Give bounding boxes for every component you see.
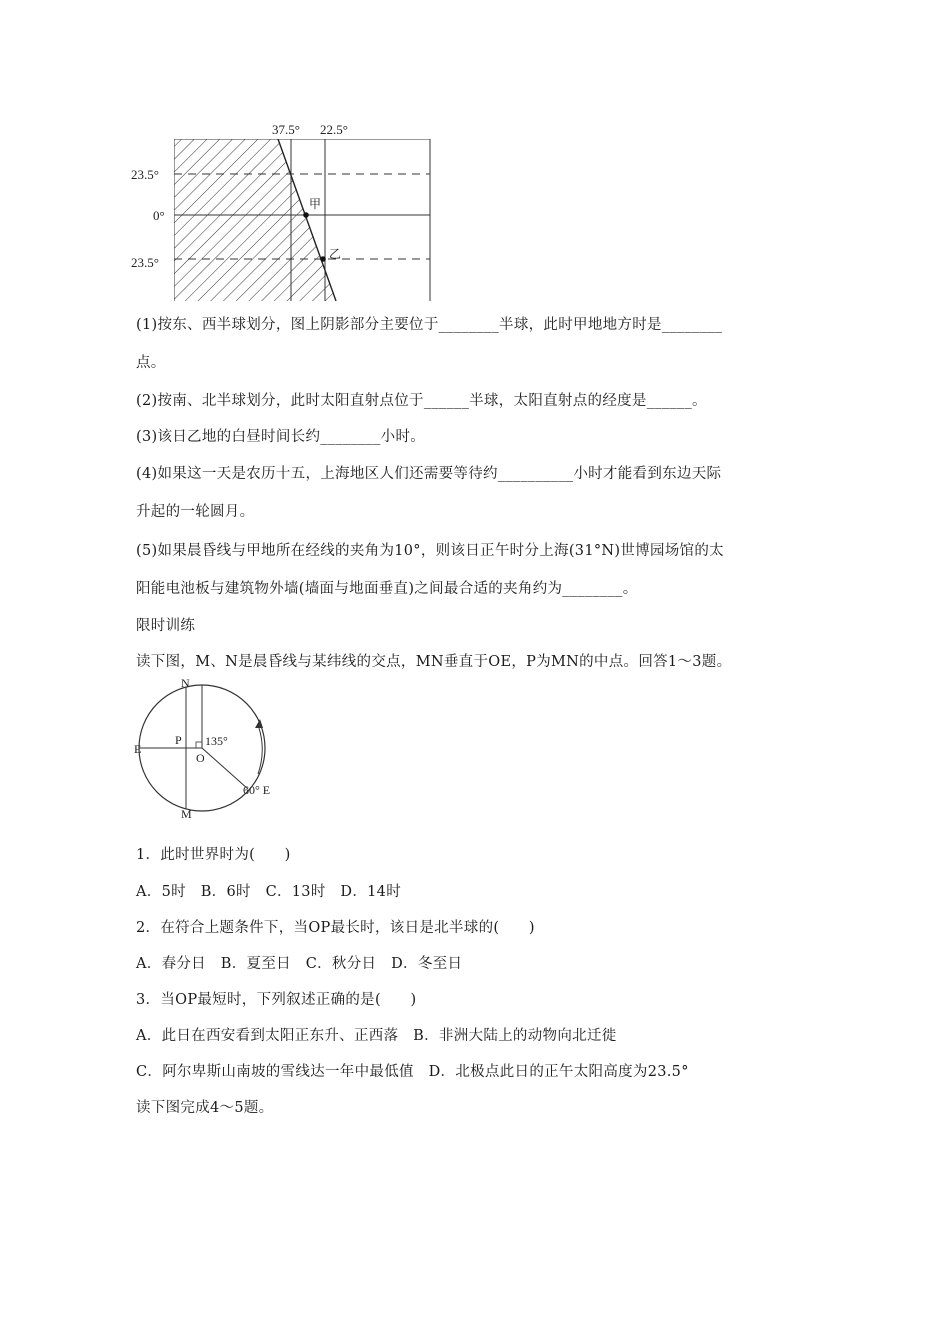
figure-polar-circle — [130, 676, 290, 821]
instruction-4-5: 读下图完成4～5题。 — [136, 1100, 274, 1116]
label-n: N — [181, 676, 190, 690]
angle-label: 135° — [205, 734, 228, 748]
question-2: (2)按南、北半球划分，此时太阳直射点位于______半球，太阳直射点的经度是______。 — [136, 393, 707, 409]
question-5-line-1: (5)如果晨昏线与甲地所在经线的夹角为10°，则该日正午时分上海(31°N)世博园场馆的太 — [136, 543, 724, 559]
mc-question-3: 3．当OP最短时，下列叙述正确的是( ) — [136, 992, 417, 1008]
mc-options-3-cd: C．阿尔卑斯山南坡的雪线达一年中最低值 D．北极点此日的正午太阳高度为23.5° — [136, 1064, 689, 1080]
lon-label-right: 22.5° — [320, 122, 348, 137]
mc-options-1: A．5时 B．6时 C．13时 D．14时 — [136, 884, 401, 900]
figure-terminator-grid — [128, 116, 438, 301]
intro-text: 读下图，M、N是晨昏线与某纬线的交点，MN垂直于OE，P为MN的中点。回答1～3题。 — [136, 654, 732, 670]
question-4-line-1: (4)如果这一天是农历十五，上海地区人们还需要等待约__________小时才能看到东边天际 — [136, 466, 722, 482]
point-yi-label: 乙 — [329, 247, 342, 261]
section-title: 限时训练 — [136, 618, 196, 634]
label-o: O — [196, 751, 205, 765]
label-m: M — [181, 807, 192, 821]
meridian-label: 60° E — [243, 783, 271, 797]
mc-options-2: A．春分日 B．夏至日 C．秋分日 D．冬至日 — [136, 956, 463, 972]
label-e: E — [134, 742, 142, 756]
right-angle-mark — [196, 742, 202, 748]
question-4-line-2: 升起的一轮圆月。 — [136, 504, 255, 520]
point-jia-label: 甲 — [309, 197, 322, 211]
point-jia-dot — [303, 212, 309, 218]
question-1-line-1: (1)按东、西半球划分，图上阴影部分主要位于________半球，此时甲地地方时是________ — [136, 317, 723, 333]
mc-question-1: 1．此时世界时为( ) — [136, 847, 291, 863]
question-1-line-2: 点。 — [136, 355, 166, 371]
lat-label-bottom: 23.5° — [131, 255, 159, 270]
question-5-line-2: 阳能电池板与建筑物外墙(墙面与地面垂直)之间最合适的夹角约为________。 — [136, 581, 638, 597]
question-3: (3)该日乙地的白昼时间长约________小时。 — [136, 429, 426, 445]
lat-label-mid: 0° — [153, 208, 165, 223]
night-region — [174, 139, 336, 301]
lat-label-top: 23.5° — [131, 167, 159, 182]
mc-options-3-ab: A．此日在西安看到太阳正东升、正西落 B．非洲大陆上的动物向北迁徙 — [136, 1028, 617, 1044]
mc-question-2: 2．在符合上题条件下，当OP最长时，该日是北半球的( ) — [136, 920, 535, 936]
label-p: P — [175, 733, 182, 747]
lon-label-left: 37.5° — [272, 122, 300, 137]
radius-60e — [202, 748, 248, 789]
point-yi-dot — [320, 256, 326, 262]
